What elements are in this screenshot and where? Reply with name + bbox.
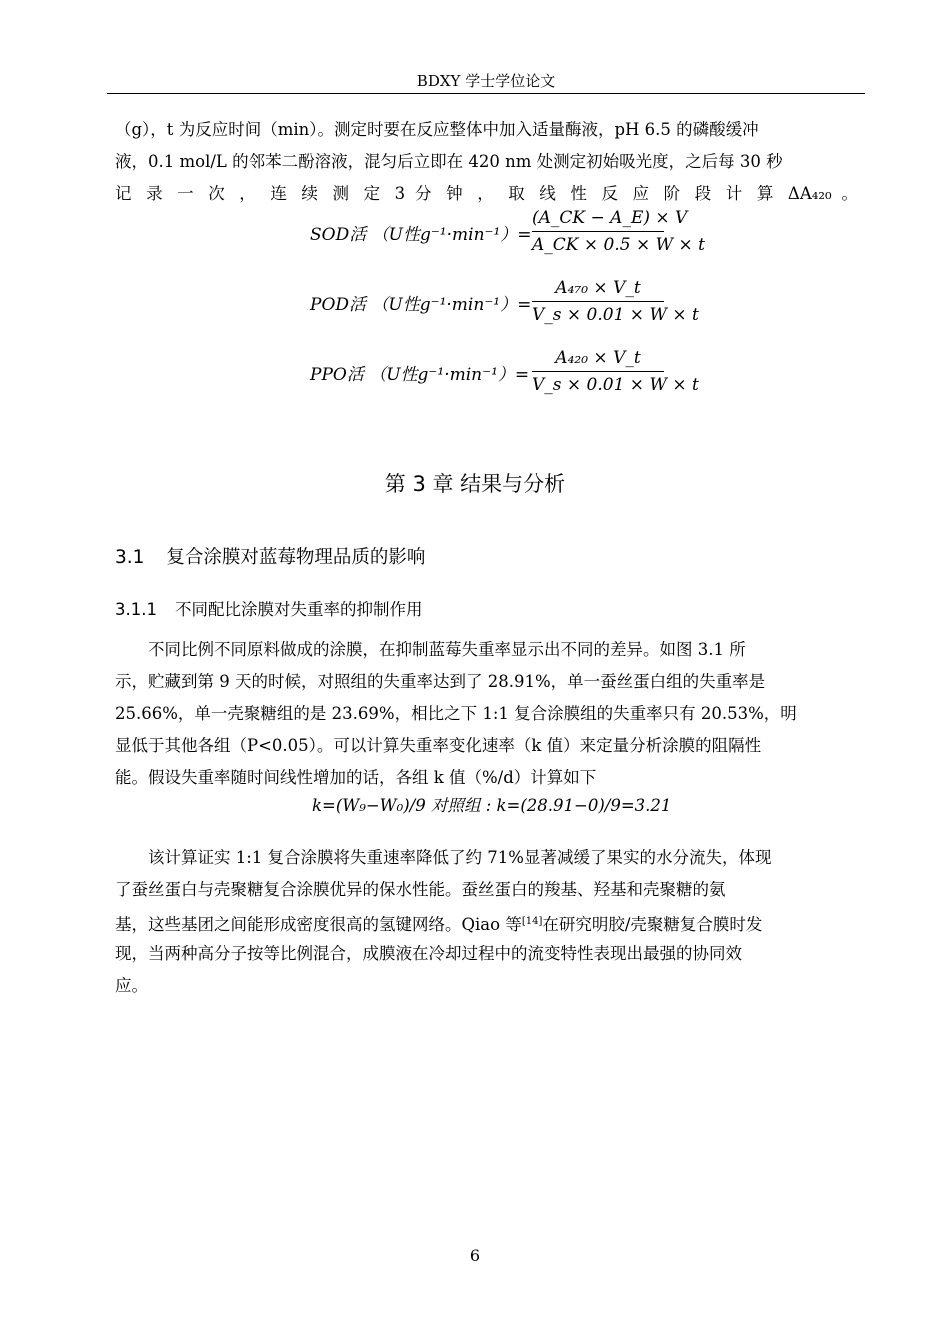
chapter-title: 第 3 章 结果与分析 <box>384 472 566 496</box>
paragraph-line: 了蚕丝蛋白与壳聚糖复合涂膜优异的保水性能。蚕丝蛋白的羧基、羟基和壳聚糖的氨 <box>115 880 726 899</box>
equation-lhs: PPO活 （U性g⁻¹·min⁻¹）= <box>310 365 530 385</box>
equation-numerator: (A_CK − A_E) × V <box>532 208 688 228</box>
paragraph-line: 示，贮藏到第 9 天的时候，对照组的失重率达到了 28.91%，单一蚕丝蛋白组的失重率是 <box>115 672 766 691</box>
equation-denominator: V_s × 0.01 × W × t <box>532 375 699 395</box>
paragraph-line: 该计算证实 1:1 复合涂膜将失重速率降低了约 71%显著减缓了果实的水分流失，体现 <box>148 848 772 867</box>
fraction-bar <box>532 371 664 372</box>
equation-numerator: A₄₂₀ × V_t <box>555 348 641 368</box>
paragraph-conclusion <box>115 842 858 1002</box>
paragraph-line: 显低于其他各组（P<0.05）。可以计算失重率变化速率（k 值）来定量分析涂膜的阻隔性 <box>115 736 762 755</box>
section-heading-3-1 <box>115 543 425 569</box>
fraction-bar <box>532 231 664 232</box>
page-number: 6 <box>469 1246 481 1265</box>
equation-lhs: POD活 （U性g⁻¹·min⁻¹）= <box>310 295 532 315</box>
section-heading-3-1-1 <box>115 596 422 620</box>
equation-fraction <box>532 206 705 257</box>
header-rule <box>107 93 865 94</box>
paragraph-line-with-citation <box>115 906 858 938</box>
paragraph-line: 能。假设失重率随时间线性增加的话，各组 k 值（%/d）计算如下 <box>115 768 597 787</box>
text-fragment: 基，这些基团之间能形成密度很高的氢键网络。Qiao 等 <box>115 915 522 934</box>
paragraph-weight-loss <box>115 634 858 794</box>
k-value-equation: k=(W₉−W₀)/9 对照组 : k=(28.91−0)/9=3.21 <box>312 796 672 815</box>
equation-fraction <box>532 276 699 327</box>
equation-numerator: A₄₇₀ × V_t <box>555 278 641 298</box>
paragraph-line: 现，当两种高分子按等比例混合，成膜液在冷却过程中的流变特性表现出最强的协同效 <box>115 944 742 963</box>
equation-fraction <box>532 346 699 397</box>
section-title: 不同配比涂膜对失重率的抑制作用 <box>174 600 423 619</box>
section-title: 复合涂膜对蓝莓物理品质的影响 <box>166 547 426 568</box>
section-number: 3.1 <box>115 547 145 568</box>
paragraph-line: （g），t 为反应时间（min）。测定时要在反应整体中加入适量酶液，pH 6.5 的磷酸缓冲 <box>115 120 759 139</box>
fraction-bar <box>532 301 664 302</box>
equation-lhs: SOD活 （U性g⁻¹·min⁻¹）= <box>310 225 532 245</box>
paragraph-line: 应。 <box>115 976 148 995</box>
equation-denominator: A_CK × 0.5 × W × t <box>532 235 705 255</box>
paragraph-top <box>115 114 858 210</box>
paragraph-line: 液，0.1 mol/L 的邻苯二酚溶液，混匀后立即在 420 nm 处测定初始吸光度，之后每 30 秒 <box>115 152 783 171</box>
running-header: BDXY 学士学位论文 <box>416 72 556 90</box>
citation-reference[interactable]: [14] <box>521 916 543 927</box>
equation-denominator: V_s × 0.01 × W × t <box>532 305 699 325</box>
paragraph-line: 25.66%，单一壳聚糖组的是 23.69%，相比之下 1:1 复合涂膜组的失重率只有 20.53%，明 <box>115 704 797 723</box>
text-fragment: 在研究明胶/壳聚糖复合膜时发 <box>542 915 763 934</box>
section-number: 3.1.1 <box>115 600 157 619</box>
paragraph-line: 不同比例不同原料做成的涂膜，在抑制蓝莓失重率显示出不同的差异。如图 3.1 所 <box>148 640 746 659</box>
paragraph-line: 记 录 一 次 ， 连 续 测 定 3 分 钟 ， 取 线 性 反 应 阶 段 计 算 ΔA₄₂₀ 。 <box>115 184 858 203</box>
